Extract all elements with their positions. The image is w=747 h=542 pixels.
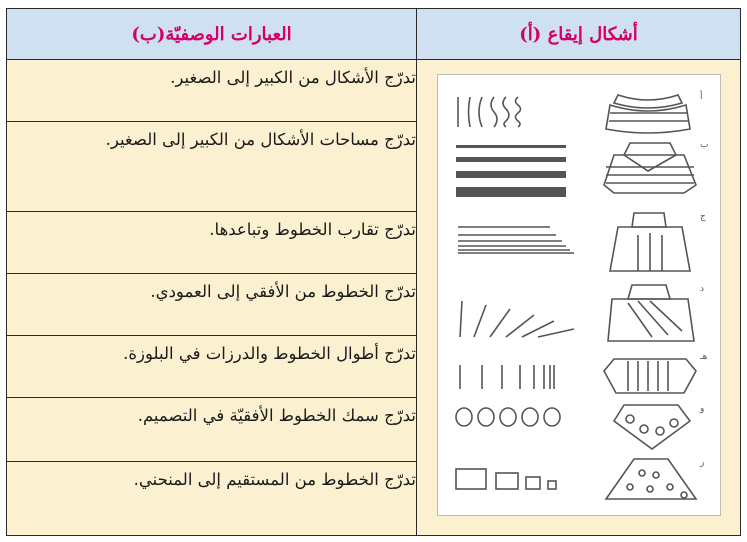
- rhythm-figures-cell: [417, 60, 741, 536]
- figure-letter-e: هـ: [700, 352, 708, 362]
- description-6: تدرّج سمك الخطوط الأفقيّة في التصميم.: [7, 398, 417, 462]
- row-c-garment: [610, 213, 690, 271]
- comparison-table-container: [6, 8, 740, 534]
- figure-letter-d: د: [700, 284, 705, 294]
- rhythm-figures-illustration: [438, 75, 720, 515]
- row-f-garment: [614, 405, 690, 449]
- figure-letter-c: ج: [700, 212, 706, 222]
- row-g-garment: [606, 459, 696, 499]
- row-a-lines: [458, 97, 521, 127]
- row-d-lines: [460, 301, 574, 337]
- row-c-lines: [458, 227, 574, 253]
- rhythm-figures-card: [437, 74, 721, 516]
- row-d-garment: [608, 285, 694, 341]
- row-e-garment: [604, 359, 696, 393]
- row-a-garment: [606, 95, 690, 133]
- row-f-circles: [456, 408, 560, 426]
- description-4: تدرّج الخطوط من الأفقي إلى العمودي.: [7, 274, 417, 336]
- figure-letter-f: و: [700, 404, 705, 414]
- comparison-table: [6, 8, 741, 536]
- figure-letter-a: أ: [700, 92, 703, 102]
- header-descriptive-phrases: (ب)العبارات الوصفيّة: [7, 9, 417, 60]
- description-2: تدرّج مساحات الأشكال من الكبير إلى الصغير.: [7, 122, 417, 212]
- row-g-squares: [456, 469, 556, 489]
- row-b-bars: [456, 145, 566, 197]
- table-row: [7, 60, 741, 122]
- figure-letter-g: ز: [700, 458, 705, 468]
- description-1: تدرّج الأشكال من الكبير إلى الصغير.: [7, 60, 417, 122]
- description-5: تدرّج أطوال الخطوط والدرزات في البلوزة.: [7, 336, 417, 398]
- description-3: تدرّج تقارب الخطوط وتباعدها.: [7, 212, 417, 274]
- description-7: تدرّج الخطوط من المستقيم إلى المنحني.: [7, 462, 417, 536]
- row-e-lines: [460, 365, 554, 389]
- figure-letter-b: ب: [700, 140, 709, 150]
- header-rhythm-shapes: (أ) أشكال إيقاع: [417, 9, 741, 60]
- row-b-garment: [604, 143, 696, 193]
- table-header-row: [7, 9, 741, 60]
